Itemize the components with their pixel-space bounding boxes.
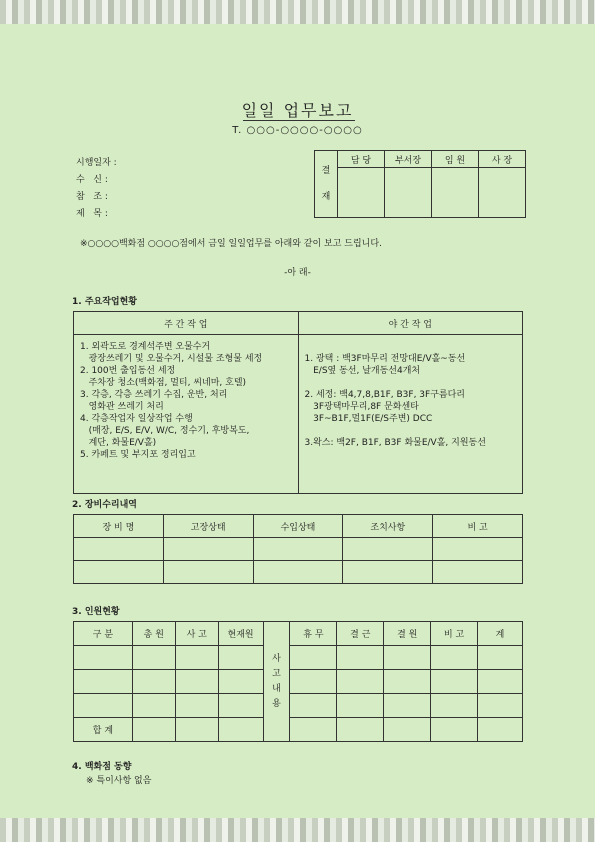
list-item: 3.왁스: 백2F, B1F, B3F 화물E/V홀, 지원동선 <box>304 438 486 448</box>
day-work-list <box>74 335 299 494</box>
table-cell <box>384 670 431 694</box>
table-cell <box>74 561 164 584</box>
staff-header-category: 구 분 <box>74 622 133 646</box>
table-row <box>74 718 523 742</box>
approval-sign-box <box>385 168 432 218</box>
table-cell <box>431 646 478 670</box>
list-item <box>305 377 516 389</box>
list-item <box>305 341 516 353</box>
equip-header-action: 조치사항 <box>343 515 433 538</box>
table-cell <box>218 694 263 718</box>
list-item: 2. 세정: 백4,7,8,B1F, B3F, 3F구름다리 <box>304 390 465 400</box>
table-cell <box>218 646 263 670</box>
table-cell <box>384 694 431 718</box>
table-cell <box>74 694 133 718</box>
approval-header-manager: 담 당 <box>338 151 385 168</box>
table-cell <box>132 646 175 670</box>
table-cell <box>163 538 253 561</box>
table-cell <box>433 538 523 561</box>
table-cell <box>478 694 523 718</box>
list-item: 4. 각층작업자 일상작업 수행 <box>80 414 193 424</box>
table-cell <box>431 694 478 718</box>
equip-header-import: 수입상태 <box>253 515 343 538</box>
table-cell <box>337 670 384 694</box>
list-item: 3. 각층, 각층 쓰레기 수집, 운반, 처리 <box>80 390 228 400</box>
table-cell <box>343 538 433 561</box>
table-cell <box>431 670 478 694</box>
list-item: (매장, E/S, E/V, W/C, 정수기, 후방복도, <box>80 426 250 436</box>
table-cell <box>478 646 523 670</box>
incident-detail-vertical-label: 사 고 내 용 <box>263 622 290 742</box>
table-cell <box>433 561 523 584</box>
night-work-header: 야 간 작 업 <box>298 312 522 335</box>
list-item: 3F광택마무리,8F 문화센타 <box>304 402 419 412</box>
equip-header-name: 장 비 명 <box>74 515 164 538</box>
list-item: 3F~B1F,멀1F(E/S주변) DCC <box>304 414 433 424</box>
table-cell <box>253 561 343 584</box>
table-cell <box>384 718 431 742</box>
table-cell <box>290 646 337 670</box>
table-cell <box>290 718 337 742</box>
table-cell <box>290 670 337 694</box>
table-cell <box>384 646 431 670</box>
table-cell <box>337 694 384 718</box>
table-cell <box>290 694 337 718</box>
list-item: 계단, 화물E/V홀) <box>80 438 157 448</box>
list-item: 1. 외곽도로 경계석주변 오물수거 <box>80 342 211 352</box>
phone-number: T. ○○○-○○○○-○○○○ <box>232 125 363 136</box>
list-item <box>305 425 516 437</box>
table-cell <box>343 561 433 584</box>
section-1-title: 1. 주요작업현황 <box>72 297 137 307</box>
section-4-title: 4. 백화점 동향 <box>72 762 132 772</box>
table-cell <box>74 538 164 561</box>
list-item: 주차장 청소(백화점, 멀티, 씨네마, 호텔) <box>80 378 247 388</box>
field-receiver-label: 수 신 : <box>76 175 108 185</box>
title-underline <box>243 120 355 121</box>
table-cell <box>74 670 133 694</box>
table-cell <box>253 538 343 561</box>
staff-header-remarks: 비 고 <box>431 622 478 646</box>
staff-header-vacancy: 결 원 <box>384 622 431 646</box>
staffing-table <box>73 621 523 742</box>
approval-sign-box <box>432 168 479 218</box>
table-cell <box>163 561 253 584</box>
staff-header-total: 총 원 <box>132 622 175 646</box>
table-cell <box>218 670 263 694</box>
section-2-title: 2. 장비수리내역 <box>72 500 137 510</box>
field-reference-label: 참 조 : <box>76 192 108 202</box>
field-subject-label: 제 목 : <box>76 209 108 219</box>
staff-header-off: 휴 무 <box>290 622 337 646</box>
staff-header-absent: 결 근 <box>337 622 384 646</box>
table-cell <box>218 718 263 742</box>
approval-sign-box <box>338 168 385 218</box>
below-heading: -아 래- <box>284 268 311 278</box>
list-item: E/S옆 동선, 날개동선4개처 <box>304 366 421 376</box>
list-item: 광장쓰레기 및 오물수거, 시설물 조형물 세정 <box>80 354 263 364</box>
approval-header-dept-head: 부서장 <box>385 151 432 168</box>
table-row <box>74 694 523 718</box>
department-trend-note: ※ 특이사항 없음 <box>86 776 152 786</box>
day-work-header: 주 간 작 업 <box>74 312 299 335</box>
info-fields <box>76 155 117 223</box>
table-cell <box>132 718 175 742</box>
staff-header-sum: 계 <box>478 622 523 646</box>
approval-side-label: 결 재 <box>315 151 338 218</box>
equip-header-fault: 고장상태 <box>163 515 253 538</box>
staff-header-incident: 사 고 <box>175 622 218 646</box>
table-cell <box>175 670 218 694</box>
table-row <box>74 670 523 694</box>
table-row <box>74 538 523 561</box>
page-title: 일일 업무보고 <box>241 101 354 120</box>
list-item: 1. 광택 : 백3F마무리 전망대E/V홀~동선 <box>304 354 466 364</box>
work-status-table <box>73 311 523 494</box>
list-item: 영화관 쓰레기 처리 <box>80 402 164 412</box>
approval-table <box>314 150 526 218</box>
approval-header-president: 사 장 <box>479 151 526 168</box>
equip-header-remarks: 비 고 <box>433 515 523 538</box>
approval-header-executive: 임 원 <box>432 151 479 168</box>
list-item: 2. 100번 출입동선 세정 <box>80 366 176 376</box>
table-cell <box>175 694 218 718</box>
staff-header-current: 현재원 <box>218 622 263 646</box>
list-item: 5. 카페트 및 부지포 정리입고 <box>80 450 196 460</box>
section-3-title: 3. 인원현황 <box>72 607 120 617</box>
table-cell <box>132 670 175 694</box>
field-date-label: 시행일자 : <box>76 158 117 168</box>
intro-text: ※○○○○백화점 ○○○○점에서 금일 일일업무를 아래와 같이 보고 드립니다. <box>80 239 382 249</box>
equipment-repair-table <box>73 514 523 584</box>
total-label: 합 계 <box>74 718 133 742</box>
table-cell <box>478 670 523 694</box>
table-cell <box>431 718 478 742</box>
approval-sign-box <box>479 168 526 218</box>
table-cell <box>175 646 218 670</box>
table-row <box>74 646 523 670</box>
table-cell <box>478 718 523 742</box>
table-cell <box>337 646 384 670</box>
table-cell <box>337 718 384 742</box>
night-work-list <box>298 335 522 494</box>
table-cell <box>175 718 218 742</box>
table-row <box>74 561 523 584</box>
table-cell <box>74 646 133 670</box>
table-cell <box>132 694 175 718</box>
